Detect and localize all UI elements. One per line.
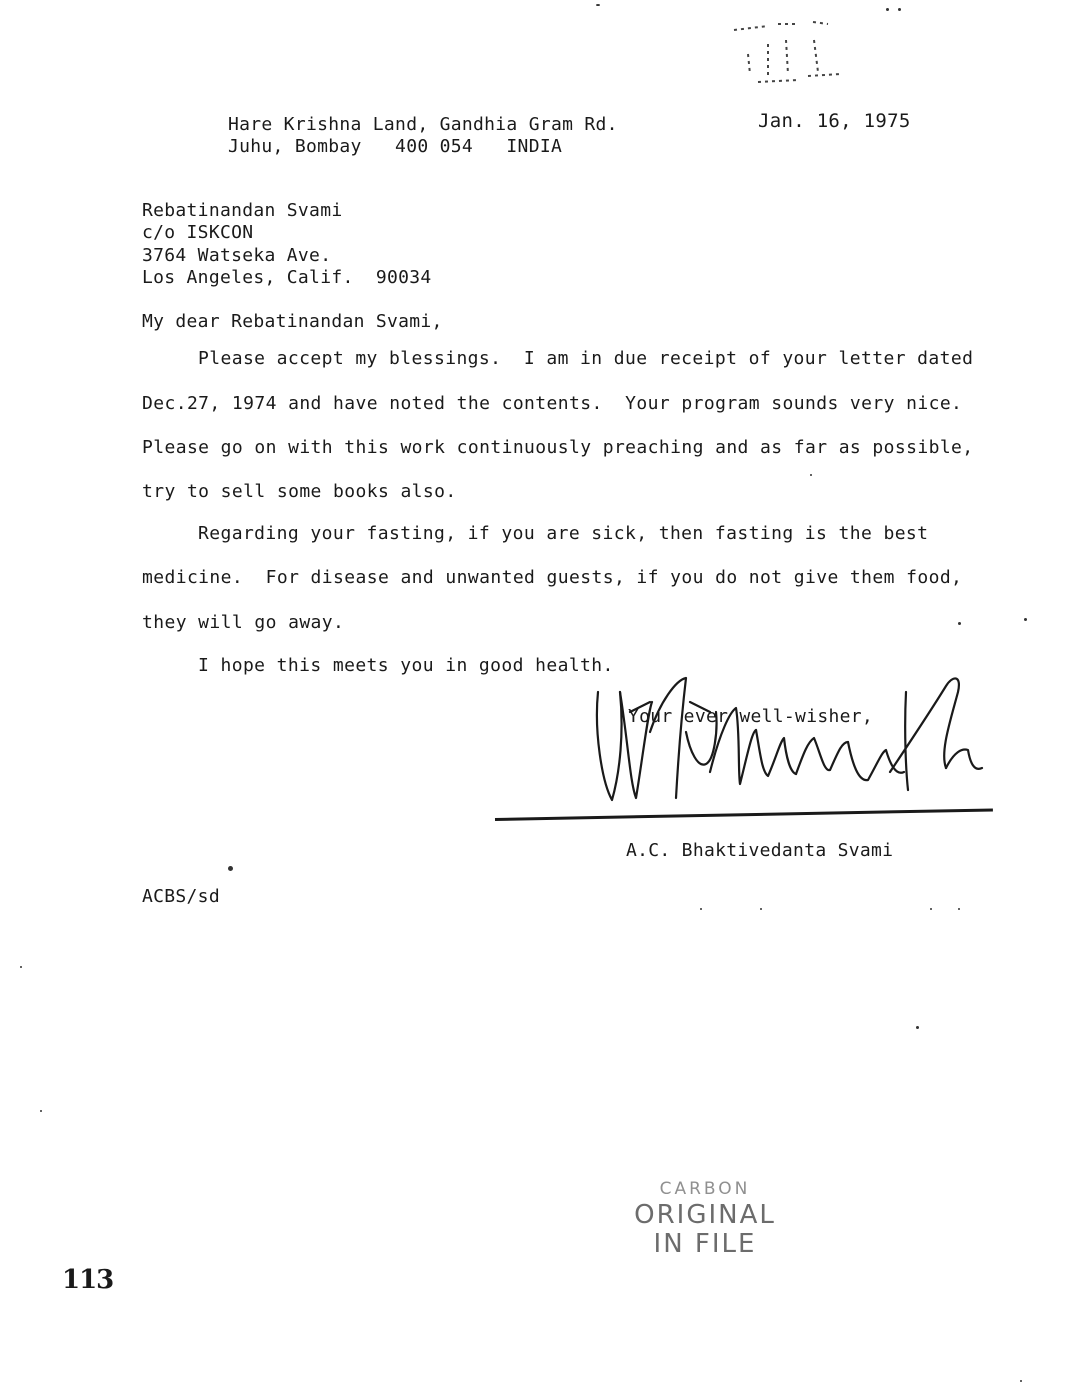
carbon-original-stamp: [620, 1178, 790, 1258]
speck: [930, 908, 932, 910]
speck: [810, 474, 812, 476]
signatory-name: A.C. Bhaktivedanta Svami: [626, 840, 894, 861]
speck: [40, 1110, 42, 1112]
handwritten-signature: [590, 672, 990, 812]
body-line-2: Dec.27, 1974 and have noted the contents. Your program sounds very nice.: [142, 393, 963, 414]
recipient-line-4: Los Angeles, Calif. 90034: [142, 267, 432, 288]
sender-address-line-1: Hare Krishna Land, Gandhia Gram Rd.: [228, 114, 618, 135]
recipient-line-1: Rebatinandan Svami: [142, 200, 343, 221]
body-line-4: try to sell some books also.: [142, 481, 457, 502]
stamp-line-1: CARBON: [659, 1179, 751, 1199]
speck: [958, 622, 961, 625]
speck: [916, 1026, 919, 1029]
speck: [760, 908, 762, 910]
letter-date: Jan. 16, 1975: [758, 110, 911, 132]
page-number: 113: [62, 1265, 114, 1295]
speck: [1024, 618, 1027, 621]
speck: [20, 966, 22, 968]
reference-initials: ACBS/sd: [142, 886, 220, 907]
closing: Your ever well-wisher,: [628, 706, 874, 727]
speck: [596, 4, 600, 6]
speck: [1020, 1380, 1022, 1382]
speck: [700, 908, 702, 910]
recipient-line-3: 3764 Watseka Ave.: [142, 245, 332, 266]
speck: [898, 8, 901, 11]
sender-address-line-2: Juhu, Bombay 400 054 INDIA: [228, 136, 563, 157]
speck: [958, 908, 960, 910]
stamp-line-3: IN FILE: [653, 1229, 757, 1259]
body-line-1: Please accept my blessings. I am in due receipt of your letter dated: [198, 348, 974, 369]
body-line-5: Regarding your fasting, if you are sick, then fasting is the best: [198, 523, 929, 544]
body-line-6: medicine. For disease and unwanted guests, if you do not give them food,: [142, 567, 963, 588]
corner-stamp-mark: [728, 14, 848, 94]
body-line-3: Please go on with this work continuously preaching and as far as possible,: [142, 437, 974, 458]
speck: [228, 866, 233, 871]
body-line-7: they will go away.: [142, 612, 345, 633]
stamp-line-2: ORIGINAL: [634, 1200, 776, 1230]
recipient-line-2: c/o ISKCON: [142, 222, 254, 243]
salutation: My dear Rebatinandan Svami,: [142, 311, 443, 332]
speck: [886, 8, 889, 11]
body-line-8: I hope this meets you in good health.: [198, 655, 614, 676]
